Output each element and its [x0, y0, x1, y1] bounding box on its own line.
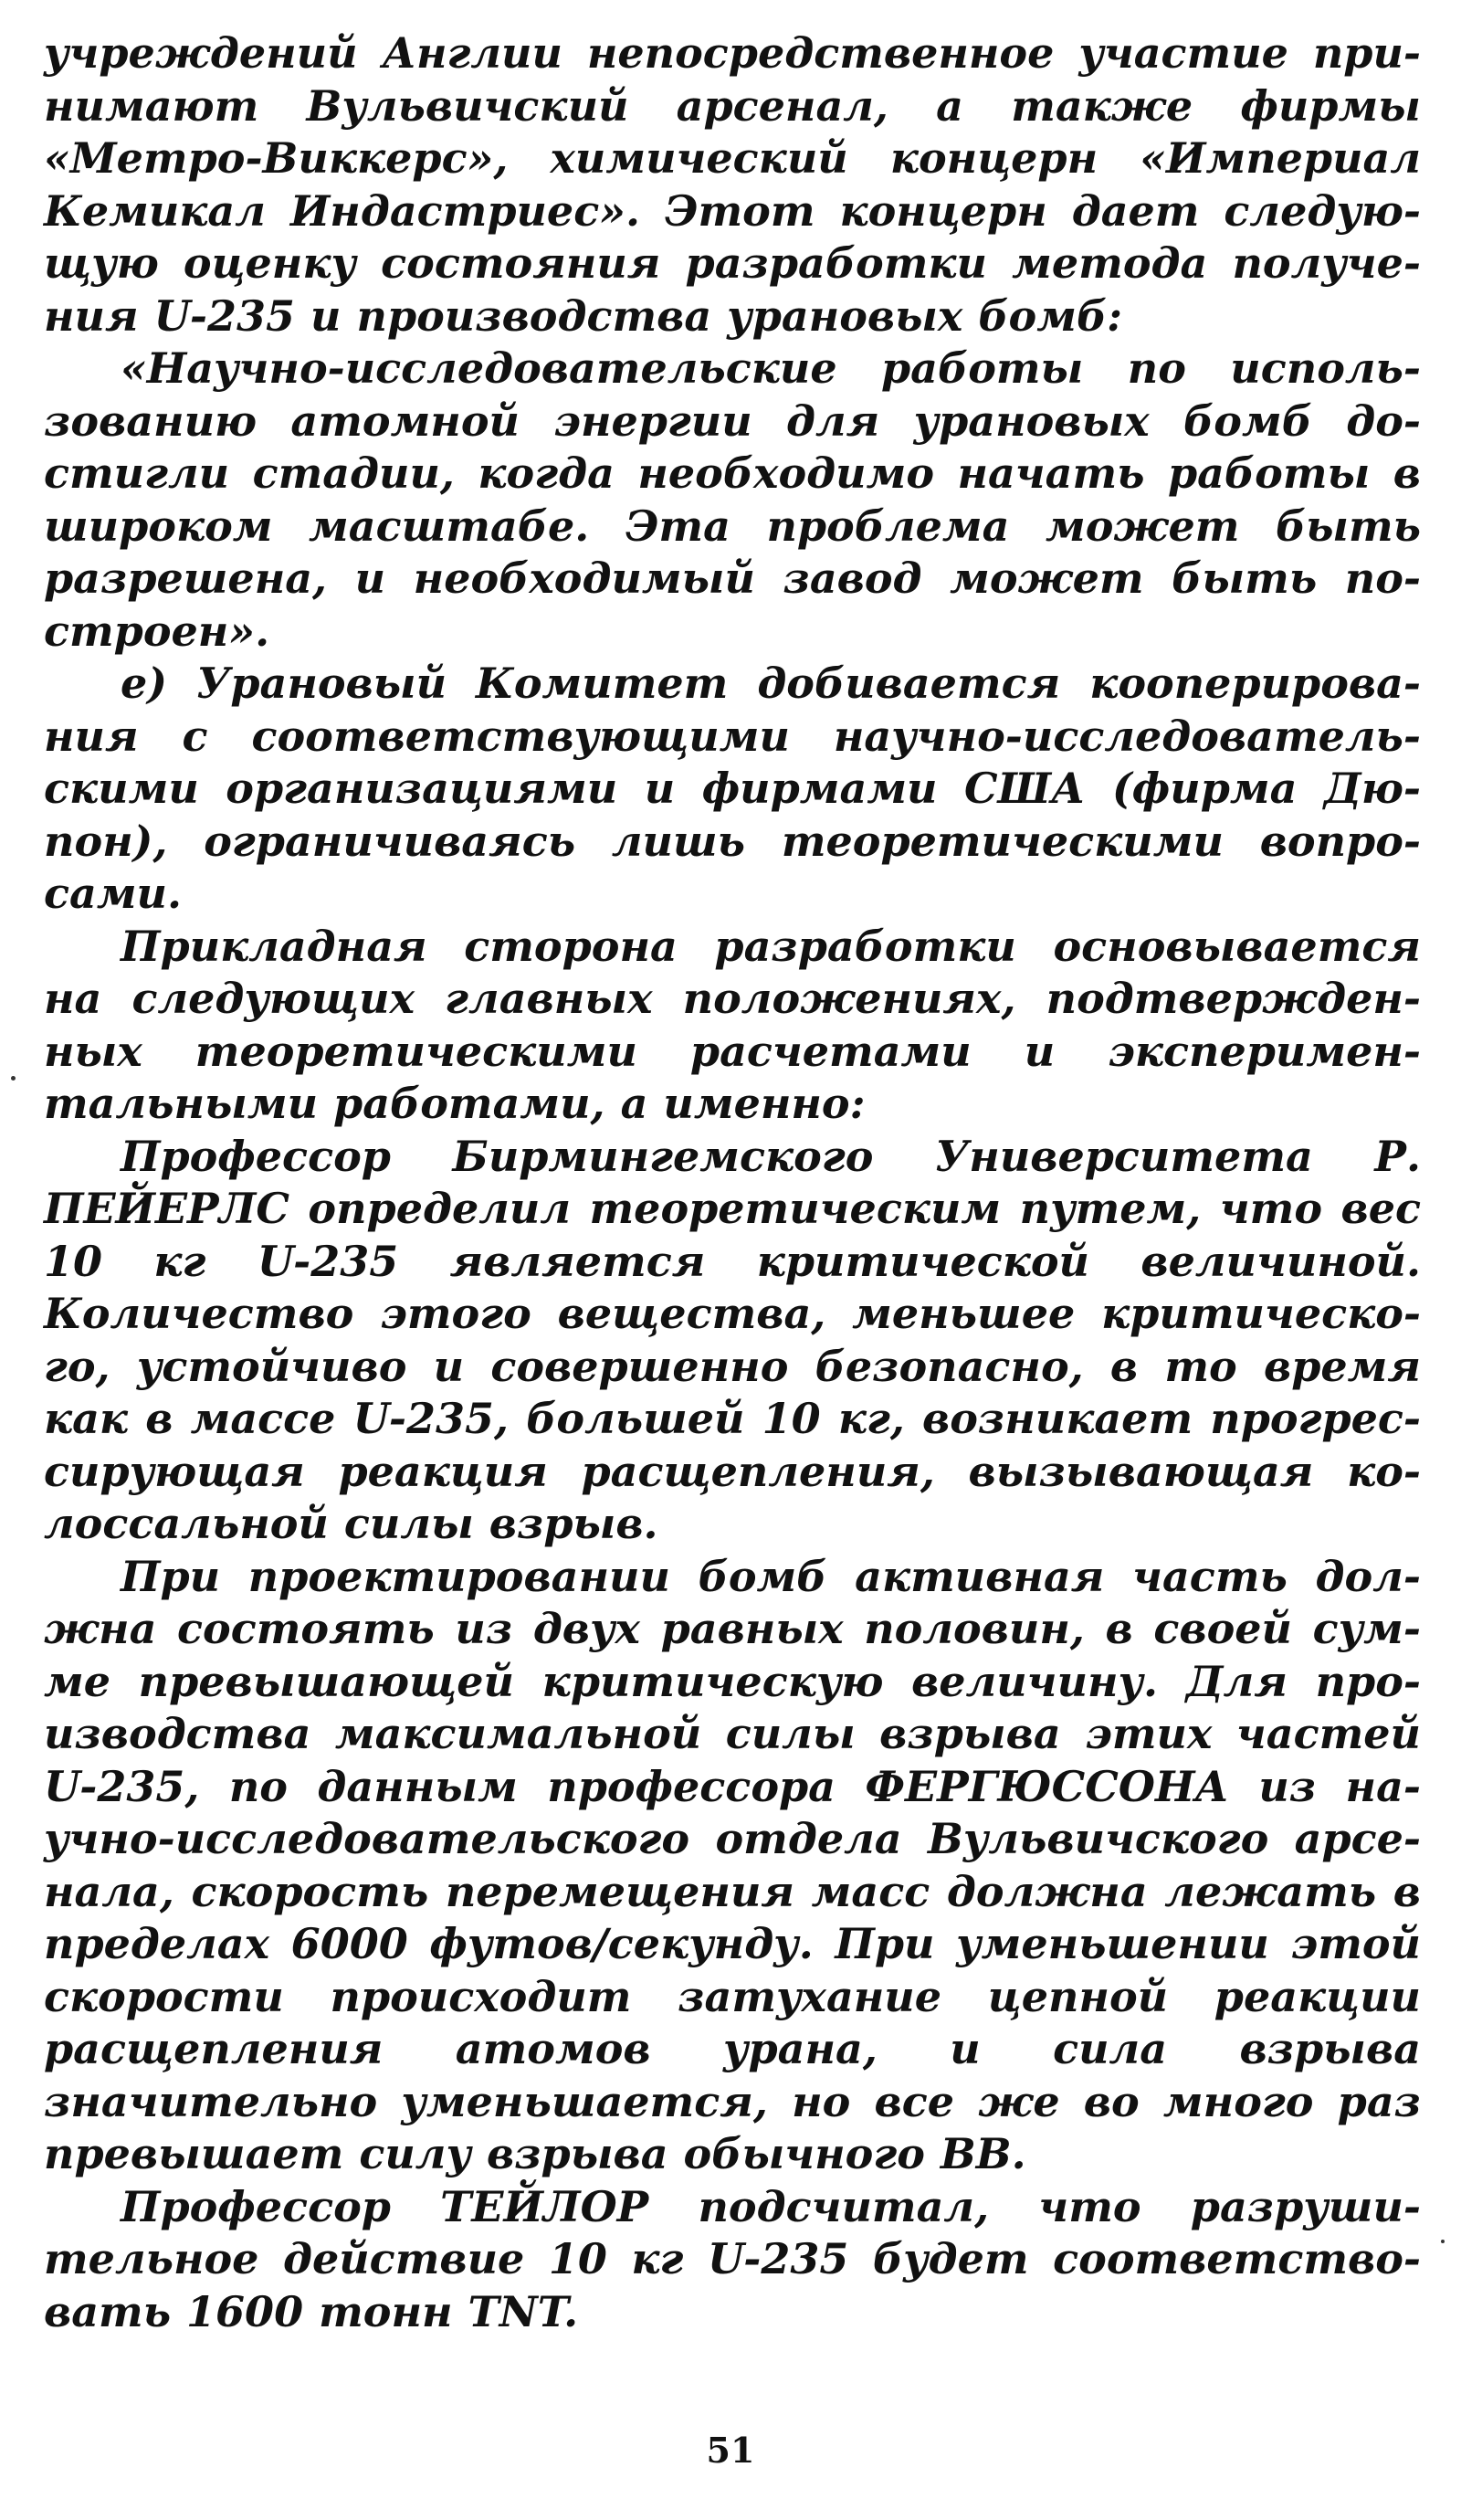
paragraph-5: Профессор Бирмингемского Университета Р. ПЕЙЕРЛС определил теоретическим путем, что вес 10 кг U-235 является критической величиной. Количество этого вещества, меньшее критического, устойчиво и совершенно безопасно, в то время как в массе U-235, большей 10 кг, возникает прогрессирующая реакция расщепления, вызывающая колоссальной силы взрыв.: [44, 1131, 1421, 1548]
paragraph-1: учреждений Англии непосредственное участие принимают Вульвичский арсенал, а также фирмы «Метро-Виккерс», химический концерн «Империал Кемикал Индастриес». Этот концерн дает следующую оценку состояния разработки метода получения U-235 и производства урановых бомб:: [44, 28, 1421, 341]
scan-speck: [11, 1076, 16, 1081]
paragraph-3: е) Урановый Комитет добивается кооперирования с соответствующими научно-исследовательскими организациями и фирмами США (фирма Дюпон), ограничиваясь лишь теоретическими вопросами.: [44, 659, 1421, 918]
page-body: [44, 27, 1421, 2338]
paragraph-2-quote: «Научно-исследовательские работы по использованию атомной энергии для урановых бомб достигли стадии, когда необходимо начать работы в широком масштабе. Эта проблема может быть разрешена, и необходимый завод может быть построен».: [44, 343, 1421, 656]
paragraph-4: Прикладная сторона разработки основывается на следующих главных положениях, подтвержденных теоретическими расчетами и экспериментальными работами, а именно:: [44, 921, 1421, 1128]
page-number: 51: [706, 2430, 755, 2471]
scan-speck: [1441, 2240, 1445, 2243]
paragraph-7: Профессор ТЕЙЛОР подсчитал, что разрушительное действие 10 кг U-235 будет соответствовать 1600 тонн TNT.: [44, 2181, 1421, 2336]
paragraph-6: При проектировании бомб активная часть должна состоять из двух равных половин, в своей сумме превышающей критическую величину. Для производства максимальной силы взрыва этих частей U-235, по данным профессора ФЕРГЮССОНА из научно-исследовательского отдела Вульвичского арсенала, скорость перемещения масс должна лежать в пределах 6000 футов/секунду. При уменьшении этой скорости происходит затухание цепной реакции расщепления атомов урана, и сила взрыва значительно уменьшается, но все же во много раз превышает силу взрыва обычного ВВ.: [44, 1551, 1421, 2178]
